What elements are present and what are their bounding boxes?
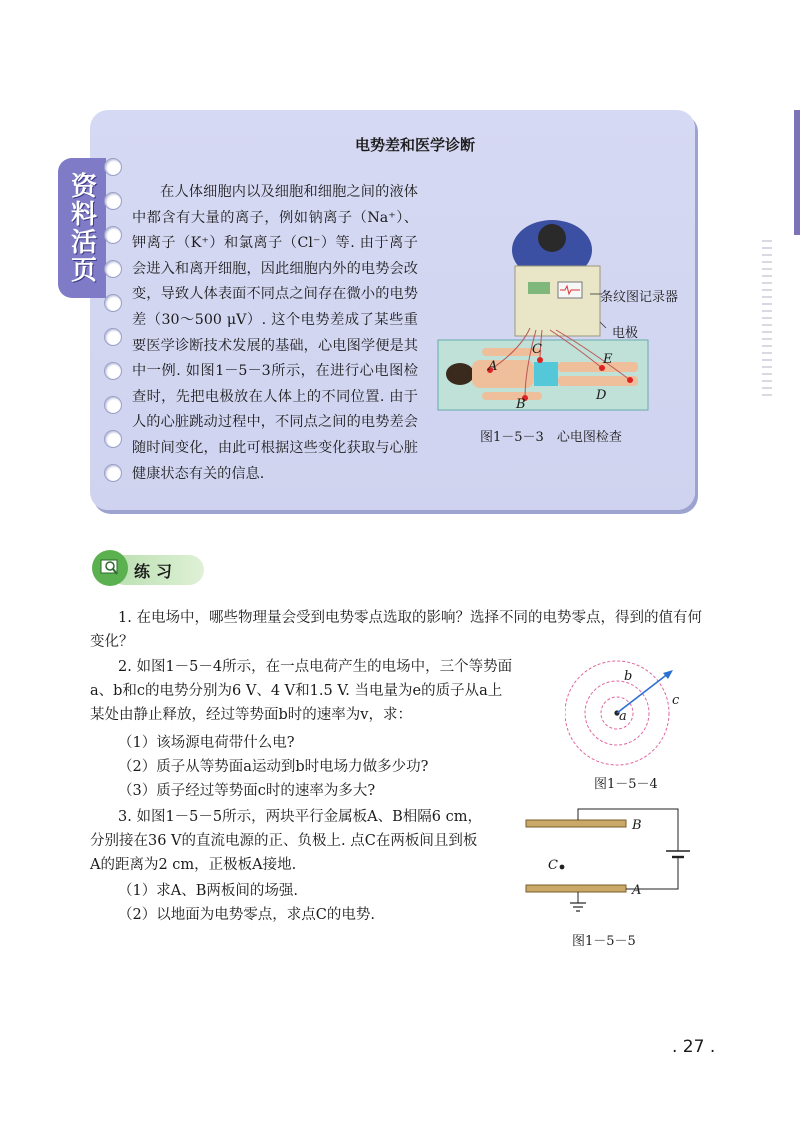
point-label-e: E xyxy=(603,352,613,367)
figure-caption: 图1－5－3 心电图检查 xyxy=(480,430,622,445)
info-tab-label: 资料活页 xyxy=(66,172,97,284)
question-2-sub3: （3）质子经过等势面c时的速率为多大? xyxy=(118,783,376,799)
point-label-c: C xyxy=(548,858,558,873)
page-number: . 27 . xyxy=(672,1037,716,1057)
question-2-line3: 某处由静止释放，经过等势面b时的速率为v，求： xyxy=(90,707,412,723)
point-label-d: D xyxy=(596,388,607,403)
ring-icon xyxy=(104,294,122,312)
ring-icon xyxy=(104,396,122,414)
plate-label-a: A xyxy=(632,883,642,898)
binder-rings xyxy=(104,158,126,498)
question-2-sub2: （2）质子从等势面a运动到b时电场力做多少功? xyxy=(118,759,429,775)
info-paragraph: 在人体细胞内以及细胞和细胞之间的液体中都含有大量的离子，例如钠离子（Na⁺）、钾离子（K⁺）和氯离子（Cl⁻）等. 由于离子会进入和离开细胞，因此细胞内外的电势会改变，导致人体表面不同点之间存在微小的电势差（30～500 μV）. 这个电势差成了某些重要医学诊断技术发展的基础，心电图学便是其中一例. 如图1－5－3所示，在进行心电图检查时，先把电极放在人体上的不同位置. 由于人的心脏跳动过程中，不同点之间的电势差会随时间变化，由此可根据这些变化获取与心脏健康状态有关的信息. xyxy=(132,184,418,482)
recorder-label: 条纹图记录器 xyxy=(600,290,679,305)
fig4-label-c: c xyxy=(672,693,680,708)
point-label-c: C xyxy=(532,342,542,357)
info-title: 电势差和医学诊断 xyxy=(354,136,475,154)
point-label-b: B xyxy=(516,397,526,412)
ring-icon xyxy=(104,226,122,244)
parallel-plates-figure xyxy=(518,805,693,915)
plate-label-b: B xyxy=(632,818,642,833)
question-2-line2: a、b和c的电势分别为6 V、4 V和1.5 V. 当电量为e的质子从a上 xyxy=(90,683,503,699)
ring-icon xyxy=(104,430,122,448)
ecg-illustration xyxy=(430,210,660,420)
question-2-line1: 2. 如图1－5－4所示，在一点电荷产生的电场中，三个等势面 xyxy=(118,659,513,675)
ring-icon xyxy=(104,328,122,346)
ring-icon xyxy=(104,158,122,176)
question-3-line3: A的距离为2 cm，正极板A接地. xyxy=(90,857,297,873)
electrode-label: 电极 xyxy=(612,326,639,341)
question-3-sub1: （1）求A、B两板间的场强. xyxy=(118,883,298,899)
fig5-caption: 图1－5－5 xyxy=(572,934,636,949)
fig4-label-a: a xyxy=(619,709,627,724)
ring-icon xyxy=(104,260,122,278)
ring-icon xyxy=(104,362,122,380)
question-1: 1. 在电场中，哪些物理量会受到电势零点选取的影响？选择不同的电势零点，得到的值有何变化？ xyxy=(90,610,702,650)
question-3-sub2: （2）以地面为电势零点，求点C的电势. xyxy=(118,907,375,923)
ring-icon xyxy=(104,192,122,210)
practice-title: 练习 xyxy=(134,562,179,581)
question-3-line1: 3. 如图1－5－5所示，两块平行金属板A、B相隔6 cm， xyxy=(118,809,482,825)
question-3-line2: 分别接在36 V的直流电源的正、负极上. 点C在两板间且到板 xyxy=(90,833,478,849)
info-tab xyxy=(58,158,106,298)
question-2-sub1: （1）该场源电荷带什么电? xyxy=(118,735,295,751)
magnifier-icon xyxy=(92,550,128,586)
fig4-caption: 图1－5－4 xyxy=(594,777,658,792)
point-label-a: A xyxy=(488,359,498,374)
practice-header xyxy=(92,550,204,588)
page-edge-decoration xyxy=(762,240,772,400)
ring-icon xyxy=(104,464,122,482)
fig4-label-b: b xyxy=(624,669,633,684)
page-edge-marker xyxy=(794,110,800,235)
